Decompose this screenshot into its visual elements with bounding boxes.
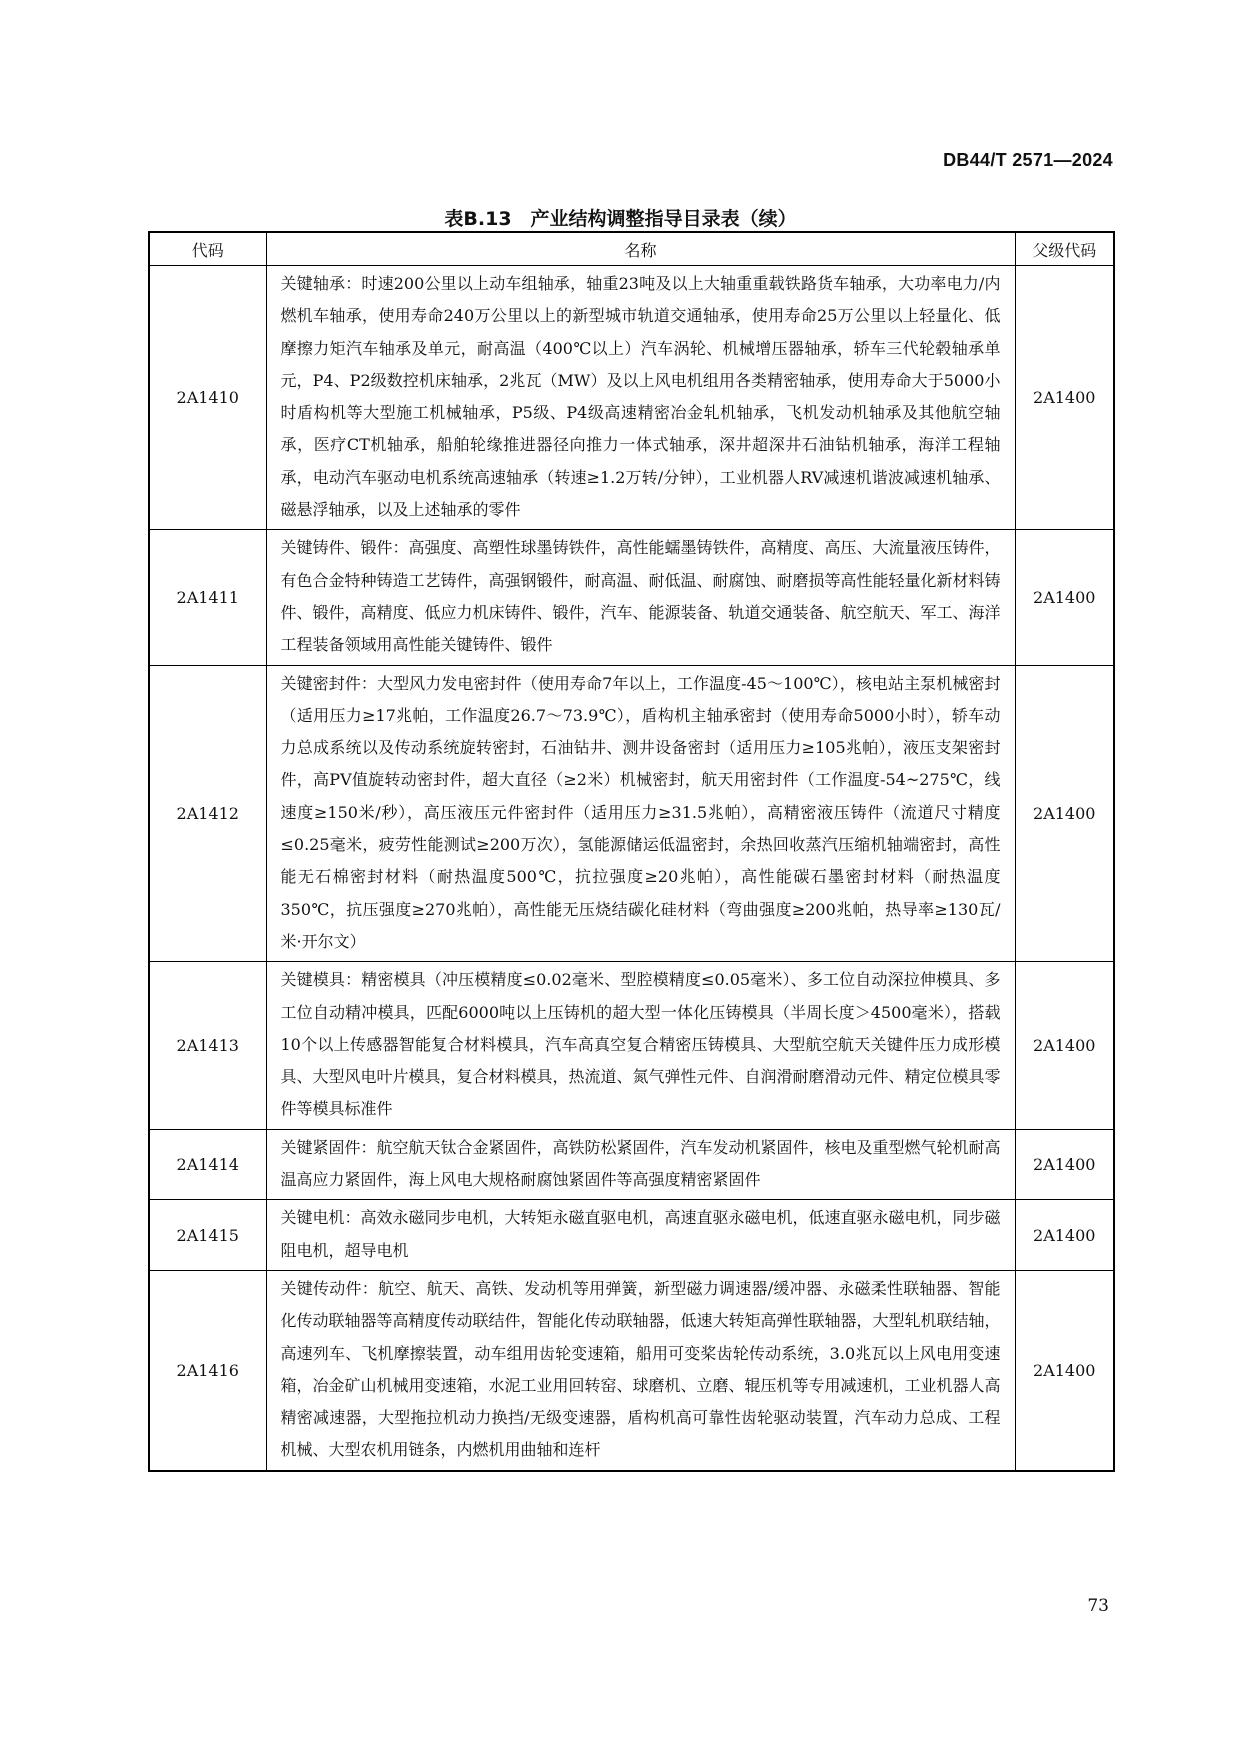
table-row: [149, 962, 1114, 1129]
row-parent-code: 2A1400: [1015, 1270, 1114, 1470]
row-parent-code: 2A1400: [1015, 530, 1114, 665]
table-row: [149, 1129, 1114, 1200]
table-header-row: [149, 232, 1114, 266]
column-header-name: 名称: [266, 232, 1015, 266]
page-number: 73: [1087, 1596, 1109, 1616]
row-name: 关键铸件、锻件：高强度、高塑性球墨铸铁件，高性能蠕墨铸铁件，高精度、高压、大流量液压铸件，有色合金特种铸造工艺铸件，高强钢锻件，耐高温、耐低温、耐腐蚀、耐磨损等高性能轻量化新材料铸件、锻件，高精度、低应力机床铸件、锻件，汽车、能源装备、轨道交通装备、航空航天、军工、海洋工程装备领域用高性能关键铸件、锻件: [266, 530, 1015, 665]
row-parent-code: 2A1400: [1015, 1200, 1114, 1271]
column-header-code: 代码: [149, 232, 266, 266]
table-row: [149, 530, 1114, 665]
document-code: DB44/T 2571—2024: [943, 150, 1113, 170]
row-name: 关键紧固件：航空航天钛合金紧固件，高铁防松紧固件，汽车发动机紧固件，核电及重型燃气轮机耐高温高应力紧固件，海上风电大规格耐腐蚀紧固件等高强度精密紧固件: [266, 1129, 1015, 1200]
row-name: 关键传动件：航空、航天、高铁、发动机等用弹簧，新型磁力调速器/缓冲器、永磁柔性联轴器、智能化传动联轴器等高精度传动联结件，智能化传动联轴器，低速大转矩高弹性联轴器，大型轧机联结轴，高速列车、飞机摩擦装置，动车组用齿轮变速箱，船用可变桨齿轮传动系统，3.0兆瓦以上风电用变速箱，冶金矿山机械用变速箱，水泥工业用回转窑、球磨机、立磨、辊压机等专用减速机，工业机器人高精密减速器，大型拖拉机动力换挡/无级变速器，盾构机高可靠性齿轮驱动装置，汽车动力总成、工程机械、大型农机用链条，内燃机用曲轴和连杆: [266, 1270, 1015, 1470]
catalog-table: [148, 231, 1115, 1472]
table-row: [149, 665, 1114, 962]
row-code: 2A1411: [149, 530, 266, 665]
row-name: 关键模具：精密模具（冲压模精度≤0.02毫米、型腔模精度≤0.05毫米）、多工位自动深拉伸模具、多工位自动精冲模具，匹配6000吨以上压铸机的超大型一体化压铸模具（半周长度＞4500毫米），搭载10个以上传感器智能复合材料模具，汽车高真空复合精密压铸模具、大型航空航天关键件压力成形模具、大型风电叶片模具，复合材料模具，热流道、氮气弹性元件、自润滑耐磨滑动元件、精定位模具零件等模具标准件: [266, 962, 1015, 1129]
row-code: 2A1412: [149, 665, 266, 962]
row-name: 关键轴承：时速200公里以上动车组轴承，轴重23吨及以上大轴重重载铁路货车轴承，大功率电力/内燃机车轴承，使用寿命240万公里以上的新型城市轨道交通轴承，使用寿命25万公里以上轻量化、低摩擦力矩汽车轴承及单元，耐高温（400℃以上）汽车涡轮、机械增压器轴承，轿车三代轮毂轴承单元，P4、P2级数控机床轴承，2兆瓦（MW）及以上风电机组用各类精密轴承，使用寿命大于5000小时盾构机等大型施工机械轴承，P5级、P4级高速精密冶金轧机轴承，飞机发动机轴承及其他航空轴承，医疗CT机轴承，船舶轮缘推进器径向推力一体式轴承，深井超深井石油钻机轴承，海洋工程轴承，电动汽车驱动电机系统高速轴承（转速≥1.2万转/分钟），工业机器人RV减速机谐波减速机轴承、磁悬浮轴承，以及上述轴承的零件: [266, 266, 1015, 530]
row-code: 2A1410: [149, 266, 266, 530]
table-row: [149, 1200, 1114, 1271]
row-code: 2A1416: [149, 1270, 266, 1470]
row-code: 2A1413: [149, 962, 266, 1129]
column-header-parent-code: 父级代码: [1015, 232, 1114, 266]
row-parent-code: 2A1400: [1015, 962, 1114, 1129]
row-parent-code: 2A1400: [1015, 266, 1114, 530]
row-code: 2A1415: [149, 1200, 266, 1271]
row-code: 2A1414: [149, 1129, 266, 1200]
table-row: [149, 1270, 1114, 1470]
row-name: 关键密封件：大型风力发电密封件（使用寿命7年以上，工作温度-45～100℃），核电站主泵机械密封（适用压力≥17兆帕，工作温度26.7～73.9℃），盾构机主轴承密封（使用寿命5000小时），轿车动力总成系统以及传动系统旋转密封，石油钻井、测井设备密封（适用压力≥105兆帕），液压支架密封件，高PV值旋转动密封件，超大直径（≥2米）机械密封，航天用密封件（工作温度-54~275℃，线速度≥150米/秒），高压液压元件密封件（适用压力≥31.5兆帕），高精密液压铸件（流道尺寸精度≤0.25毫米，疲劳性能测试≥200万次），氢能源储运低温密封，余热回收蒸汽压缩机轴端密封，高性能无石棉密封材料（耐热温度500℃，抗拉强度≥20兆帕），高性能碳石墨密封材料（耐热温度350℃，抗压强度≥270兆帕），高性能无压烧结碳化硅材料（弯曲强度≥200兆帕，热导率≥130瓦/米·开尔文）: [266, 665, 1015, 962]
row-name: 关键电机：高效永磁同步电机，大转矩永磁直驱电机，高速直驱永磁电机，低速直驱永磁电机，同步磁阻电机，超导电机: [266, 1200, 1015, 1271]
table-title: 表B.13 产业结构调整指导目录表（续）: [444, 208, 797, 230]
row-parent-code: 2A1400: [1015, 665, 1114, 962]
row-parent-code: 2A1400: [1015, 1129, 1114, 1200]
table-row: [149, 266, 1114, 530]
